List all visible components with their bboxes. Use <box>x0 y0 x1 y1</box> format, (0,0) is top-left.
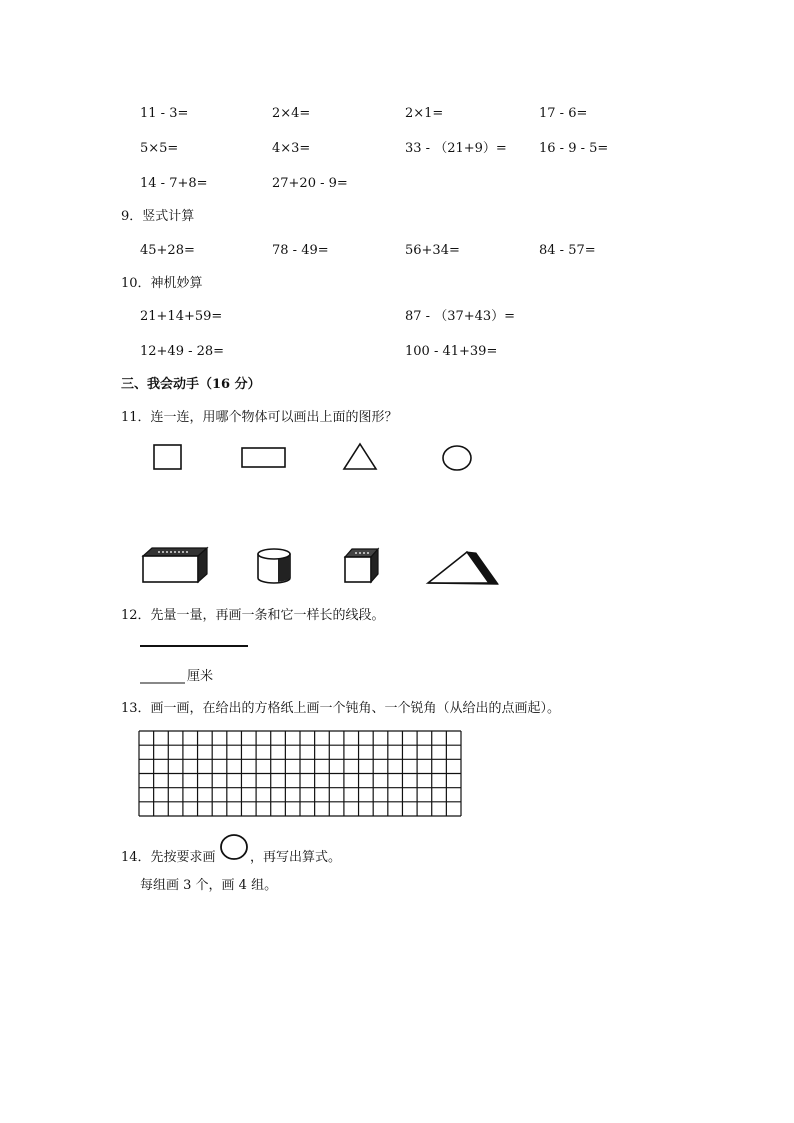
q10-title: 10．神机妙算 <box>121 276 203 291</box>
calc-1-2: 2×4= <box>272 106 311 121</box>
q9-item-2: 78 - 49= <box>272 243 329 258</box>
calc-3-2: 27+20 - 9= <box>272 176 348 191</box>
q10-item-4: 100 - 41+39= <box>405 344 498 359</box>
q14-title-before: 14．先按要求画 <box>121 850 216 865</box>
q11-title: 11．连一连，用哪个物体可以画出上面的图形？ <box>121 410 398 425</box>
calc-2-3: 33 - （21+9）= <box>405 141 507 156</box>
q12-title: 12．先量一量，再画一条和它一样长的线段。 <box>121 608 385 623</box>
section-3-heading: 三、我会动手（16 分） <box>121 377 261 392</box>
q9-item-3: 56+34= <box>405 243 460 258</box>
q14-title-after: ，再写出算式。 <box>250 850 342 865</box>
calc-2-4: 16 - 9 - 5= <box>539 141 609 156</box>
q9-item-1: 45+28= <box>140 243 195 258</box>
q10-item-2: 87 - （37+43）= <box>405 309 516 324</box>
q14-instruction: 每组画 3 个，画 4 组。 <box>140 878 278 893</box>
q10-item-3: 12+49 - 28= <box>140 344 225 359</box>
calc-3-1: 14 - 7+8= <box>140 176 208 191</box>
circle-icon <box>221 835 247 859</box>
calc-1-1: 11 - 3= <box>140 106 189 121</box>
q13-title: 13．画一画，在给出的方格纸上画一个钝角、一个锐角（从给出的点画起）。 <box>121 701 561 716</box>
calc-1-4: 17 - 6= <box>539 106 588 121</box>
calc-2-2: 4×3= <box>272 141 311 156</box>
q9-title: 9．竖式计算 <box>121 209 195 224</box>
q9-item-4: 84 - 57= <box>539 243 596 258</box>
calc-1-3: 2×1= <box>405 106 444 121</box>
q10-item-1: 21+14+59= <box>140 309 223 324</box>
q12-unit: 厘米 <box>187 669 214 684</box>
calc-2-1: 5×5= <box>140 141 179 156</box>
